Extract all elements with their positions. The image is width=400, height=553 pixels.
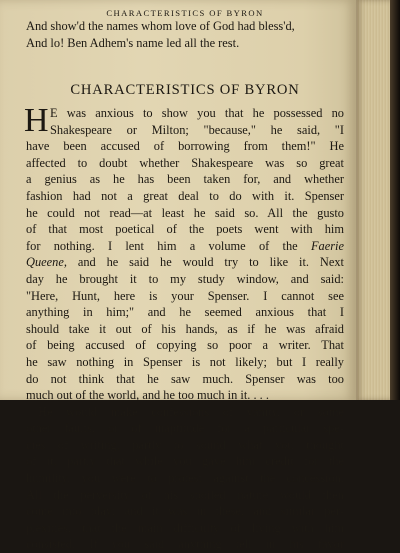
running-head: CHARACTERISTICS OF BYRON [106,8,264,18]
book-cover-edge [390,0,400,400]
text-line: for nothing. I lent him a volume of the Faerie [26,238,344,253]
italic-title: Faerie [310,238,344,253]
text-line: He would make confessions of vanity, or some [38,404,344,419]
text-line: E was anxious to show you that he possessed no [50,106,344,120]
text-line: come into play; and it was in these, and similar per- [26,504,344,519]
paragraph-2 [26,404,344,553]
text-line: humility, you were to protest against the concession. [26,471,344,486]
poem-line: And lo! Ben Adhem's name led all the rest. [26,35,240,50]
text-line: he saw nothing in Spenser is not likely; but I really [26,354,344,369]
text-line: other faults, or of inaptitude for a particular spe- [26,421,344,436]
text-line: do not think that he saw much. Spenser was too [26,371,344,386]
text-line: should take it out of his hands, as if he was afraid [26,321,344,336]
italic-title: Queene, [26,255,67,270]
drop-cap: H [24,102,49,139]
text-line: of it, partly that while you gave him credit for the [26,454,344,469]
text-line: day he brought it to my study window, and said: [26,271,344,286]
text-line: fashion had not a great deal to do with it. Spenser [26,188,344,203]
paragraph-1 [24,102,344,404]
poem-line: And show'd the names whom love of God had bless'd, [26,19,295,33]
text-line: much out of the world, and he too much in it. . . . [26,388,269,403]
page-edges [356,0,390,400]
text-line: cies of writing, partly to sound what you thought [26,437,344,452]
prose-body [24,102,344,553]
text-line: consisted. If you said anything tell in his favor [26,537,344,552]
text-line: affected to doubt whether Shakespeare was so great [26,155,344,170]
text-line: of being accused of copying so poor a writer. That [26,338,344,353]
text-line: Shakespeare or Milton; "because," he said, "I [50,122,344,137]
text-line: "Here, Hunt, here is your Spenser. I cannot see [26,288,344,303]
text-line: Queene, and he said he would try to like it. Next [26,255,344,270]
text-line: of that most poetical of the poets went with him [26,222,344,237]
text-line: have been accused of borrowing from them!" He [26,139,344,154]
chapter-heading: CHARACTERISTICS OF BYRON [70,82,300,98]
text-line: he could not read—at least he said so. All the gusto [26,205,344,220]
text-line: a genius as he has been taken for, and whether [26,172,344,187]
text-line: All the perversity of his spoiled nature would then [26,487,344,502]
poem-ending [26,18,344,51]
text-line: plexities, that the main difficulty of living with him [26,520,344,535]
text-line: anything in him;" and he seemed anxious that I [26,305,344,320]
